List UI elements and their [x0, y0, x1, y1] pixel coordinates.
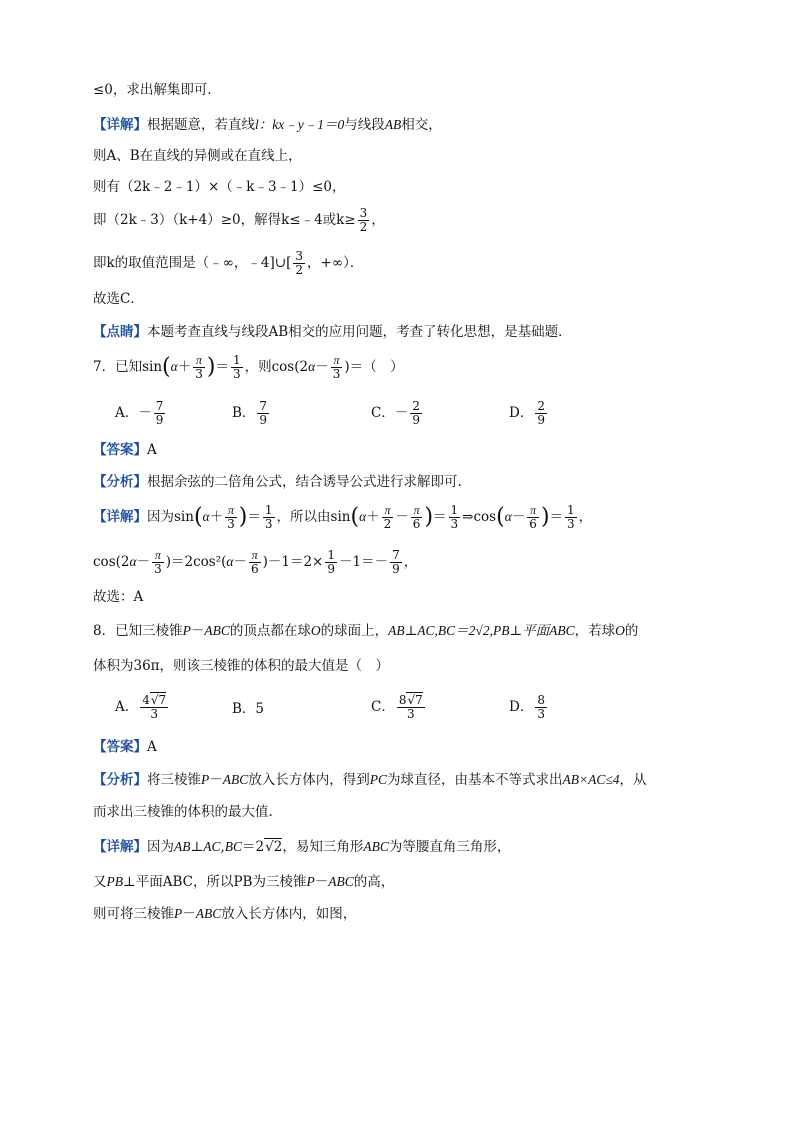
question-7: 7．已知sin(α＋ $\frac{\pi}{3}$ )＝ $\frac{1}{3}$ ，则cos(2α－ $\frac{\pi}{3}$ )＝（ ）: [93, 353, 404, 381]
text: 与线段: [344, 117, 385, 133]
fraction: $\frac{3}{2}$: [359, 206, 368, 234]
question-8: 8．已知三棱锥P－ABC的顶点都在球O的球面上，AB⊥AC,BC＝2√2,PB⊥平面ABC，若球O的: [93, 623, 639, 639]
text-line: [93, 587, 143, 607]
text-line: [93, 115, 442, 135]
option-c: C．－ $\frac{2}{9}$: [371, 399, 420, 427]
section-tag: 【分析】: [93, 474, 147, 490]
text-line: 即（2k﹣3）（k+4）≥0，解得k≤﹣4或k≥ $\frac{3}{2}$ ，: [93, 206, 385, 234]
text: ，易知三角形: [282, 839, 364, 855]
text-line: 又PB⊥平面ABC，所以PB为三棱锥P－ABC的高，: [93, 874, 395, 890]
text: 的: [624, 623, 639, 639]
detail-line: cos(2α－ $\frac{\pi}{3}$ )＝2cos²(α－ $\frac{\pi}{6}$ )－1＝2× $\frac{1}{9}$ －1＝－ $\frac{7}{9}$ ，: [93, 548, 418, 576]
text: 根据题意，若直线: [147, 117, 255, 133]
text: 的高，: [353, 874, 395, 890]
text: ，所以PB为三棱锥: [192, 874, 307, 890]
math: AB×AC≤4: [562, 772, 620, 787]
text-line: [93, 146, 302, 166]
text: 体积为36π，则该三棱锥的体积的最大值是（ ）: [93, 658, 390, 674]
text-line: [93, 80, 221, 100]
option-a: A．－ $\frac{7}{9}$: [115, 399, 164, 427]
option-b: B．5: [232, 701, 265, 717]
text: 的球面上，: [320, 623, 389, 639]
option-d: D． $\frac{8}{3}$: [509, 693, 545, 721]
text: 则可将三棱锥: [93, 906, 174, 922]
text-line: [93, 248, 363, 278]
text: ＝（ ）: [349, 359, 404, 375]
section-tag: 【分析】: [93, 772, 147, 788]
detail-line: 【详解】因为sin(α＋ $\frac{\pi}{3}$ )＝ $\frac{1}{3}$ ，所以由sin(α＋ $\frac{\pi}{2}$ － $\frac{\pi}{6}$ )＝ $\frac{1}{3}$ ⇒cos(α－ $\frac{\pi}{6}$ )＝ $\frac{1}{3}$ ，: [93, 503, 593, 531]
option-d: D． $\frac{2}{9}$: [509, 399, 545, 427]
answer-line: [93, 440, 157, 460]
text: 则A、B在直线的异侧或在直线上，: [93, 148, 302, 164]
text-line: 则可将三棱锥P－ABC放入长方体内，如图，: [93, 906, 357, 922]
text-line: [93, 802, 273, 822]
section-tag: 【详解】: [93, 839, 147, 855]
text: A: [147, 739, 157, 755]
text: ，则: [244, 359, 272, 375]
text: 为等腰直角三角形，: [388, 839, 511, 855]
text: 则有（2k﹣2﹣1）×（﹣k﹣3﹣1）≤0，: [93, 179, 346, 195]
text: ，+∞）．: [307, 255, 364, 271]
text-line: [93, 177, 346, 197]
text: 故选：A: [93, 589, 144, 605]
text: 的顶点都在球: [229, 623, 311, 639]
text: 而求出三棱锥的体积的最大值.: [93, 804, 273, 820]
detail-line: 【详解】因为AB⊥AC,BC＝2√2，易知三角形ABC为等腰直角三角形，: [93, 839, 511, 855]
text: ，: [578, 509, 593, 525]
option-b: B． $\frac{7}{9}$: [232, 399, 268, 427]
text-line: [93, 289, 144, 309]
text: 7．已知: [93, 359, 143, 375]
answer-line: [93, 737, 157, 757]
math: l：kx﹣y﹣1＝0: [255, 117, 345, 132]
math: AB: [384, 117, 402, 132]
text: ，所以由: [276, 509, 331, 525]
text: 放入长方体内，如图，: [221, 906, 357, 922]
option-c: C． $\frac{8√7}{3}$: [371, 693, 423, 721]
option-a: A． $\frac{4√7}{3}$: [115, 693, 167, 721]
text-line: [93, 656, 389, 676]
section-tag: 【答案】: [93, 442, 147, 458]
text: 因为: [147, 509, 174, 525]
section-tag: 【答案】: [93, 739, 147, 755]
section-tag: 【详解】: [93, 117, 147, 133]
text: 将三棱锥: [147, 772, 201, 788]
text: 又: [93, 874, 107, 890]
section-tag: 【点睛】: [93, 324, 147, 340]
analysis-line: [93, 472, 462, 492]
text: 放入长方体内，得到: [248, 772, 370, 788]
fraction: $\frac{3}{2}$: [295, 249, 304, 277]
text: ，从: [619, 772, 647, 788]
text: 即k的取值范围是（﹣∞，﹣4]∪[: [93, 255, 292, 271]
text: A: [147, 442, 157, 458]
section-tag: 【详解】: [93, 509, 147, 525]
text-line: [93, 322, 572, 342]
text: 8．已知三棱锥: [93, 623, 183, 639]
text: 相交，: [401, 117, 442, 133]
text: 本题考查直线与线段AB相交的应用问题，考查了转化思想，是基础题．: [147, 324, 572, 340]
text: 故选C．: [93, 291, 144, 307]
text: 为球直径，由基本不等式求出: [387, 772, 563, 788]
math: AB⊥AC,BC＝2√2,PB⊥平面ABC: [388, 623, 575, 638]
text: 因为: [147, 839, 174, 855]
analysis-line: 【分析】将三棱锥P－ABC放入长方体内，得到PC为球直径，由基本不等式求出AB×AC≤4，从: [93, 772, 647, 788]
text: ≤0，求出解集即可．: [93, 82, 221, 98]
text: 即（2k﹣3）（k+4）≥0，解得k≤﹣4或k≥: [93, 212, 356, 228]
text: 根据余弦的二倍角公式，结合诱导公式进行求解即可.: [147, 474, 462, 490]
text: 平面ABC: [135, 874, 193, 890]
text: ，若球: [574, 623, 616, 639]
